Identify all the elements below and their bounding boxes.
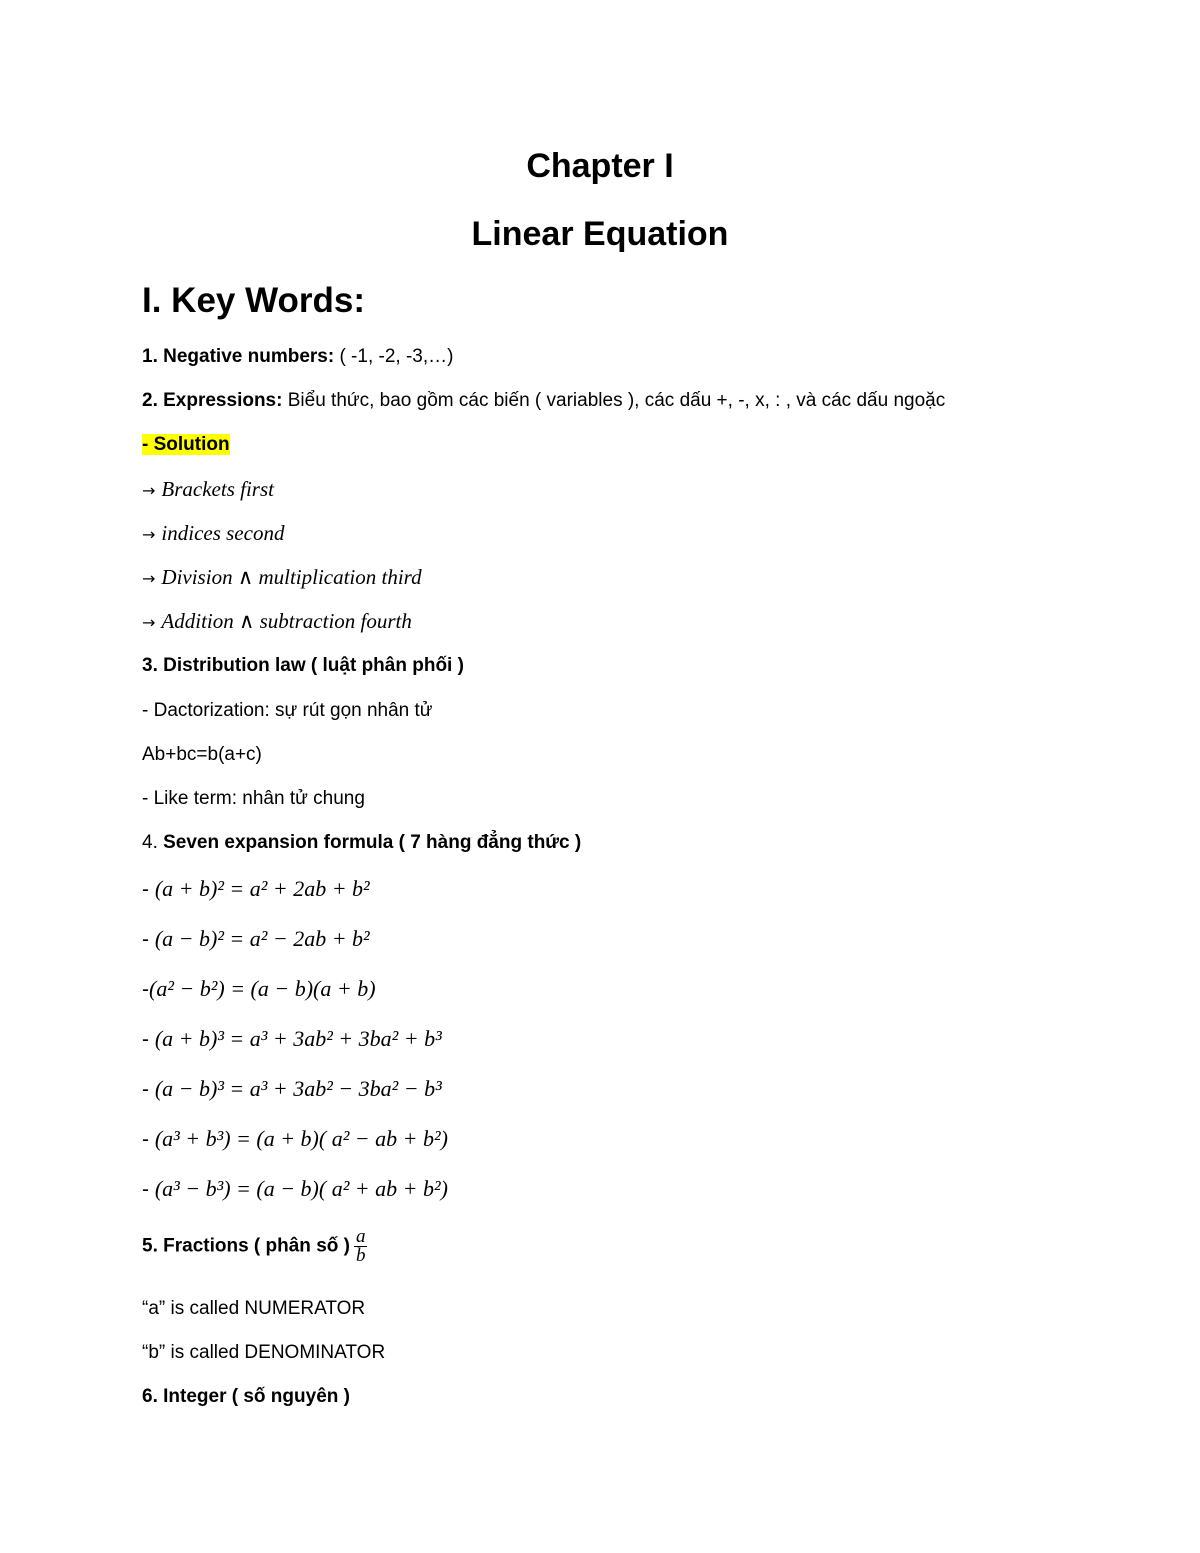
rule-line <box>142 564 422 592</box>
rule-text: Brackets first <box>161 477 274 501</box>
distribution-law-heading: 3. Distribution law ( luật phân phối ) <box>142 655 464 676</box>
arrow-icon: → <box>142 525 156 544</box>
formula-prefix: - <box>142 1028 155 1051</box>
fraction-denominator: b <box>355 1245 366 1266</box>
rule-text: Division ∧ multiplication third <box>161 565 422 589</box>
formula-line <box>142 1174 448 1205</box>
rule-line <box>142 520 284 548</box>
denominator-line: “b” is called DENOMINATOR <box>142 1342 386 1363</box>
solution-label <box>142 432 230 458</box>
formula-expression: (a³ + b³) = (a + b)( a² − ab + b²) <box>154 1126 448 1151</box>
dactorization-line: - Dactorization: sự rút gọn nhân tử <box>142 700 433 721</box>
formula-expression: (a³ − b³) = (a − b)( a² + ab + b²) <box>154 1176 448 1201</box>
item-label: 5. Fractions ( phân số ) <box>142 1235 350 1257</box>
section-heading-key-words: I. Key Words: <box>142 281 366 320</box>
item-text: ( -1, -2, -3,…) <box>334 346 454 367</box>
item-expressions <box>142 388 945 414</box>
formula-line <box>142 1124 448 1155</box>
fractions-heading <box>142 1228 367 1265</box>
rule-line <box>142 608 412 636</box>
integer-heading: 6. Integer ( số nguyên ) <box>142 1386 350 1407</box>
fraction-numerator: a <box>355 1226 366 1247</box>
formula-line <box>142 1024 442 1055</box>
formula-prefix: - <box>142 1128 155 1151</box>
rule-text: indices second <box>161 521 285 545</box>
arrow-icon: → <box>142 613 156 632</box>
formula-prefix: - <box>142 1178 155 1201</box>
formula-line <box>142 1074 442 1105</box>
formula-expression: (a + b)² = a² + 2ab + b² <box>154 876 370 901</box>
item-label: Seven expansion formula ( 7 hàng đẳng thức ) <box>163 832 582 853</box>
formula-expression: (a² − b²) = (a − b)(a + b) <box>149 976 376 1001</box>
formula-prefix: - <box>142 928 155 951</box>
highlighted-solution: - Solution <box>142 434 230 455</box>
rule-text: Addition ∧ subtraction fourth <box>161 609 412 633</box>
item-label: 2. Expressions: <box>142 390 283 411</box>
numerator-line: “a” is called NUMERATOR <box>142 1298 366 1319</box>
formula-line <box>142 974 376 1005</box>
item-text: Biểu thức, bao gồm các biến ( variables ), các dấu +, -, x, : , và các dấu ngoặc <box>282 390 946 411</box>
formula-prefix: - <box>142 978 149 1001</box>
chapter-subtitle: Linear Equation <box>471 215 729 253</box>
item-number: 4. <box>142 832 164 853</box>
formula-line <box>142 924 370 955</box>
chapter-title: Chapter I <box>526 147 674 185</box>
arrow-icon: → <box>142 569 156 588</box>
formula-expression: (a − b)² = a² − 2ab + b² <box>154 926 370 951</box>
item-negative-numbers <box>142 344 453 370</box>
item-label: 1. Negative numbers: <box>142 346 335 367</box>
formula-expression: (a + b)³ = a³ + 3ab² + 3ba² + b³ <box>154 1026 442 1051</box>
like-term-line: - Like term: nhân tử chung <box>142 788 365 809</box>
formula-prefix: - <box>142 1078 155 1101</box>
rule-line <box>142 476 274 504</box>
distribution-example: Ab+bc=b(a+c) <box>142 744 262 765</box>
arrow-icon: → <box>142 481 156 500</box>
formula-expression: (a − b)³ = a³ + 3ab² − 3ba² − b³ <box>154 1076 442 1101</box>
fraction-symbol <box>354 1228 368 1265</box>
expansion-formula-heading <box>142 830 581 856</box>
formula-prefix: - <box>142 878 155 901</box>
formula-line <box>142 874 370 905</box>
